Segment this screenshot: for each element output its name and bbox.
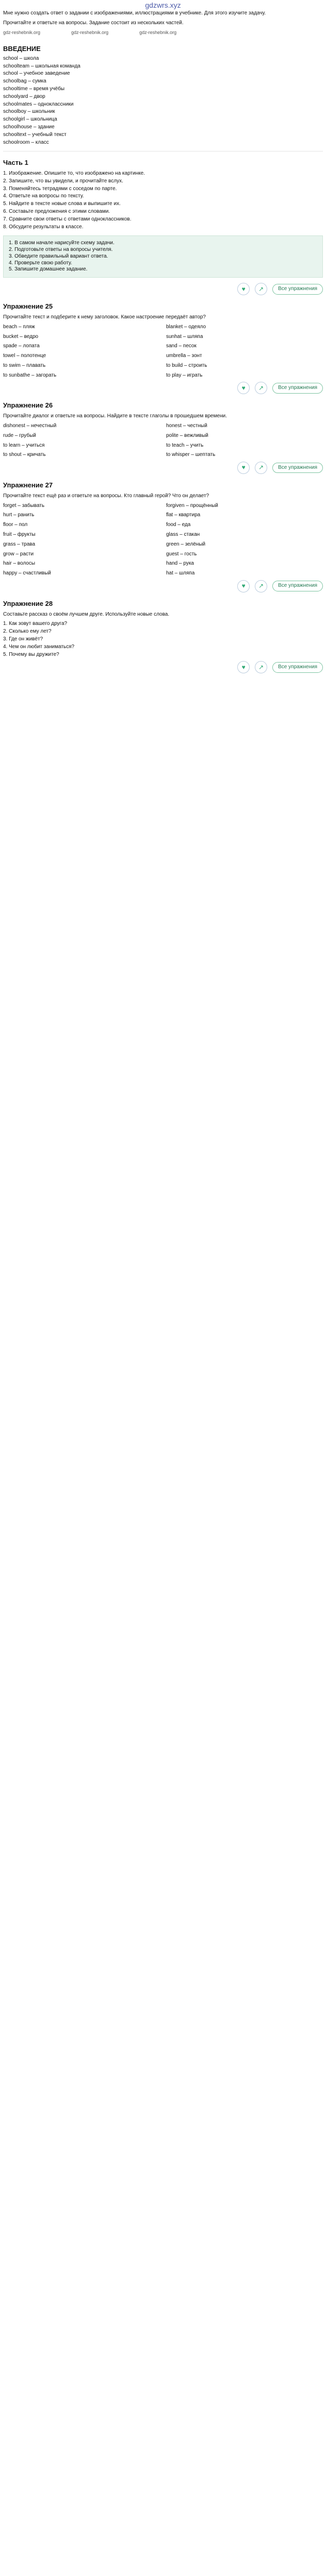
main-content	[0, 10, 326, 673]
watermark: gdz-reshebnik.org	[3, 29, 41, 35]
vocab-item: flat – квартира	[166, 512, 201, 518]
list-item: 1. Как зовут вашего друга?	[3, 621, 68, 627]
all-exercises-button[interactable]: Все упражнения	[272, 383, 323, 394]
like-icon[interactable]: ♥	[237, 661, 250, 673]
all-exercises-button[interactable]: Все упражнения	[272, 463, 323, 473]
list-item: schoolteam – школьная команда	[3, 63, 80, 69]
vocab-item: hat – шляпа	[166, 570, 195, 577]
exercise-28-title: Упражнение 28	[3, 599, 53, 607]
part1-lines	[3, 171, 323, 230]
intro-paragraph-2: Прочитайте и ответьте на вопросы. Задание состоит из нескольких частей.	[3, 20, 184, 26]
answer-panel	[3, 235, 323, 278]
share-icon[interactable]: ↗	[255, 283, 267, 295]
share-icon[interactable]: ↗	[255, 382, 267, 394]
list-item: schoolyard – двор	[3, 93, 45, 99]
vocab-item: food – еда	[166, 522, 191, 528]
list-item: 4. Ответьте на вопросы по тексту.	[3, 193, 84, 199]
exercise-25-title: Упражнение 25	[3, 302, 53, 311]
vocab-item: sunhat – шляпа	[166, 333, 203, 340]
list-item: schoolbag – сумка	[3, 78, 46, 84]
exercise-27-title: Упражнение 27	[3, 481, 53, 489]
vocab-item: fruit – фрукты	[3, 531, 36, 537]
like-icon[interactable]: ♥	[237, 580, 250, 592]
list-item: 2. Сколько ему лет?	[3, 629, 52, 635]
watermark: gdz-reshebnik.org	[71, 29, 109, 35]
vocab-item: beach – пляж	[3, 324, 35, 330]
list-item: 1. Изображение. Опишите то, что изображено на картинке.	[3, 170, 145, 176]
vocab-item: polite – вежливый	[166, 432, 208, 438]
vocab-item: green – зелёный	[166, 541, 206, 547]
vocab-item: umbrella – зонт	[166, 353, 202, 359]
vocab-item: dishonest – нечестный	[3, 422, 57, 429]
all-exercises-button[interactable]: Все упражнения	[272, 662, 323, 673]
vocab-item: to build – строить	[166, 362, 207, 368]
vocab-item: honest – честный	[166, 422, 207, 429]
vocab-item: happy – счастливый	[3, 570, 51, 577]
list-item: 2. Запишите, что вы увидели, и прочитайте вслух.	[3, 178, 123, 184]
watermark: gdz-reshebnik.org	[139, 29, 177, 35]
actions-bar	[3, 462, 323, 474]
exercise-27-vocab	[3, 503, 323, 577]
part1-title: Часть 1	[3, 159, 28, 167]
list-item: 5. Запишите домашнее задание.	[9, 266, 88, 273]
list-item: 4. Чем он любит заниматься?	[3, 643, 75, 650]
vocab-item: glass – стакан	[166, 531, 200, 537]
vocab-item: towel – полотенце	[3, 353, 46, 359]
vocab-item: to swim – плавать	[3, 362, 46, 368]
like-icon[interactable]: ♥	[237, 382, 250, 394]
vocab-item: rude – грубый	[3, 432, 36, 438]
intro-bullets	[3, 56, 323, 146]
vocab-item: grass – трава	[3, 541, 36, 547]
vocab-item: sand – песок	[166, 343, 197, 349]
vocab-item: to learn – учиться	[3, 442, 45, 448]
list-item: school – школа	[3, 55, 39, 61]
actions-bar	[3, 580, 323, 592]
like-icon[interactable]: ♥	[237, 462, 250, 474]
share-icon[interactable]: ↗	[255, 462, 267, 474]
list-item: 5. Почему вы дружите?	[3, 651, 59, 657]
list-item: schoolgirl – школьница	[3, 116, 57, 123]
actions-bar	[3, 283, 323, 295]
vocab-item: forget – забывать	[3, 502, 45, 509]
site-logo[interactable]: gdzwrs.xyz	[145, 1, 181, 9]
vocab-item: guest – гость	[166, 551, 197, 557]
share-icon[interactable]: ↗	[255, 580, 267, 592]
watermark-row	[3, 30, 323, 36]
list-item: 3. Где он живёт?	[3, 636, 43, 642]
list-item: schooltime – время учёбы	[3, 86, 65, 92]
list-item: schoolroom – класс	[3, 139, 49, 145]
list-item: 3. Обведите правильный вариант ответа.	[9, 253, 108, 259]
all-exercises-button[interactable]: Все упражнения	[272, 581, 323, 591]
list-item: 8. Обсудите результаты в классе.	[3, 224, 84, 230]
vocab-item: hurt – ранить	[3, 512, 35, 518]
vocab-item: to shout – кричать	[3, 452, 46, 458]
exercise-28-checklist	[3, 621, 323, 658]
vocab-item: spade – лопата	[3, 343, 40, 349]
list-item: schooltext – учебный текст	[3, 131, 67, 138]
vocab-item: bucket – ведро	[3, 333, 39, 340]
vocab-item: blanket – одеяло	[166, 324, 206, 330]
list-item: 5. Найдите в тексте новые слова и выпишите их.	[3, 201, 121, 207]
share-icon[interactable]: ↗	[255, 661, 267, 673]
exercise-26-body: Прочитайте диалог и ответьте на вопросы. Найдите в тексте глаголы в прошедшем времени.	[3, 413, 227, 419]
exercise-25-vocab	[3, 324, 323, 379]
list-item: 6. Составьте предложения с этими словами.	[3, 208, 110, 214]
list-item: school – учебное заведение	[3, 71, 70, 77]
exercise-26-vocab	[3, 423, 323, 459]
list-item: schoolmates – одноклассники	[3, 101, 74, 107]
vocab-item: floor – пол	[3, 522, 28, 528]
intro-paragraph-1: Мне нужно создать ответ о задании с изображениями, иллюстрациями в учебнике. Для этого изучите задачу.	[3, 10, 266, 16]
exercise-27-body: Прочитайте текст ещё раз и ответьте на вопросы. Кто главный герой? Что он делает?	[3, 493, 209, 499]
exercise-26-title: Упражнение 26	[3, 401, 53, 410]
list-item: schoolboy – школьник	[3, 109, 55, 115]
list-item: 1. В самом начале нарисуйте схему задачи.	[9, 240, 115, 246]
vocab-item: hair – волосы	[3, 561, 36, 567]
list-item: 4. Проверьте свою работу.	[9, 260, 72, 266]
vocab-item: grow – расти	[3, 551, 34, 557]
exercise-25-body: Прочитайте текст и подберите к нему заголовок. Какое настроение передаёт автор?	[3, 314, 206, 320]
vocab-item: to whisper – шептать	[166, 452, 216, 458]
intro-bullets-heading: ВВЕДЕНИЕ	[3, 45, 41, 53]
vocab-item: to play – играть	[166, 372, 203, 378]
list-item: 2. Подготовьте ответы на вопросы учителя.	[9, 247, 113, 253]
exercise-28-body: Составьте рассказ о своём лучшем друге. Используйте новые слова.	[3, 611, 170, 617]
like-icon[interactable]: ♥	[237, 283, 250, 295]
all-exercises-button[interactable]: Все упражнения	[272, 284, 323, 295]
list-item: 3. Поменяйтесь тетрадями с соседом по парте.	[3, 185, 117, 192]
actions-bar	[3, 382, 323, 394]
list-item: schoolhouse – здание	[3, 124, 55, 130]
actions-bar	[3, 661, 323, 673]
vocab-item: forgiven – прощённый	[166, 502, 218, 509]
vocab-item: to teach – учить	[166, 442, 204, 448]
vocab-item: hand – рука	[166, 561, 194, 567]
list-item: 7. Сравните свои ответы с ответами одноклассников.	[3, 216, 132, 222]
vocab-item: to sunbathe – загорать	[3, 372, 57, 378]
